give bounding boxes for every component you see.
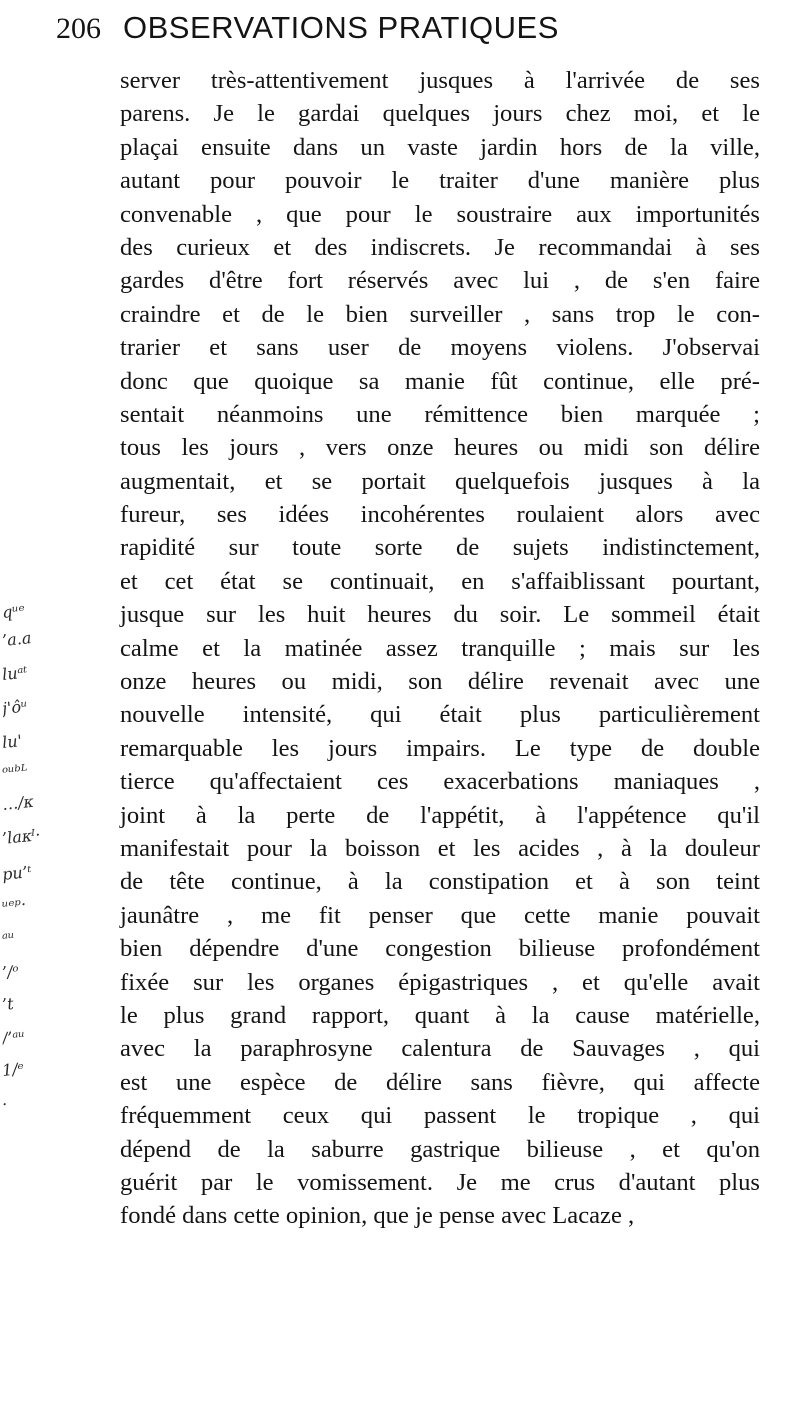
margin-note: ᵘᵉᵖ· [1,894,28,916]
text-line: nouvelle intensité, qui était plus particulièrement [120,701,760,729]
text-line: est une espèce de délire sans fièvre, qui affecte [120,1068,760,1096]
margin-note: · [1,1094,9,1114]
text-line: des curieux et des indiscrets. Je recommandai à ses [120,233,760,261]
margin-note: lu' [1,731,23,752]
text-line: jaunâtre , me fit penser que cette manie pouvait [120,901,760,929]
text-line: craindre et de le bien surveiller , sans trop le con- [120,300,760,328]
text-line: fondé dans cette opinion, que je pense avec Lacaze , [120,1202,635,1230]
margin-note: …/ᴋ [1,791,34,814]
text-line: gardes d'être fort réservés avec lui , de s'en faire [120,267,760,295]
text-line: onze heures ou midi, son délire revenait avec une [120,668,760,696]
running-head: OBSERVATIONS PRATIQUES [123,10,559,45]
margin-note: ’laᴋᴵ· [1,825,42,848]
text-line: le plus grand rapport, quant à la cause matérielle, [120,1001,760,1029]
text-line: remarquable les jours impairs. Le type de double [120,734,760,762]
margin-note: ᵒᵘᵇᴸ [1,760,29,782]
margin-note: qᵘᵉ [1,600,26,622]
text-line: jusque sur les huit heures du soir. Le sommeil était [120,601,760,629]
text-line: guérit par le vomissement. Je me crus d'autant plus [120,1168,760,1196]
text-line: convenable , que pour le soustraire aux importunités [120,200,760,228]
text-line: rapidité sur toute sorte de sujets indistinctement, [120,534,760,562]
text-line: et cet état se continuait, en s'affaiblissant pourtant, [120,567,760,595]
margin-note: ’/ᵒ [1,961,20,982]
text-line: donc que quoique sa manie fût continue, elle pré- [120,367,760,395]
text-line: dépend de la saburre gastrique bilieuse , et qu'on [120,1135,760,1163]
text-line: calme et la matinée assez tranquille ; mais sur les [120,634,760,662]
text-line: manifestait pour la boisson et les acides , à la douleur [120,834,760,862]
text-line: bien dépendre d'une congestion bilieuse profondément [120,935,760,963]
margin-note: 1/ᵉ [1,1058,25,1080]
margin-note: pu’ᵗ [1,861,33,884]
margin-note: ᵃᵘ [1,927,16,948]
text-line: parens. Je le gardai quelques jours chez moi, et le [120,100,760,128]
text-line: augmentait, et se portait quelquefois jusques à la [120,467,760,495]
text-line: plaçai ensuite dans un vaste jardin hors de la ville, [120,133,760,161]
page-header [56,10,756,56]
margin-note: ’t [1,993,15,1014]
text-line: server très-attentivement jusques à l'arrivée de ses [120,67,760,94]
text-line: tierce qu'affectaient ces exacerbations maniaques , [120,768,760,796]
margin-note: /’ᵃᵘ [1,1026,26,1048]
text-line: autant pour pouvoir le traiter d'une manière plus [120,167,760,195]
text-line: tous les jours , vers onze heures ou midi son délire [120,434,760,462]
margin-note: luᵃᵗ [1,662,29,684]
handwritten-margin-notes [0,600,60,1200]
text-line: fréquemment ceux qui passent le tropique , qui [120,1102,760,1130]
body-text [120,64,760,1233]
text-line: avec la paraphrosyne calentura de Sauvages , qui [120,1035,760,1063]
text-line: joint à la perte de l'appétit, à l'appétence qu'il [120,801,760,829]
text-line: sentait néanmoins une rémittence bien marquée ; [120,400,760,428]
page-number: 206 [56,12,101,45]
text-line: fixée sur les organes épigastriques , et qu'elle avait [120,968,760,996]
text-line: trarier et sans user de moyens violens. J'observai [120,334,760,362]
margin-note: j'ôᵘ [1,696,29,718]
text-line: fureur, ses idées incohérentes roulaient alors avec [120,501,760,529]
margin-note: ’a.a [1,628,33,650]
text-line: de tête continue, à la constipation et à son teint [120,868,760,896]
